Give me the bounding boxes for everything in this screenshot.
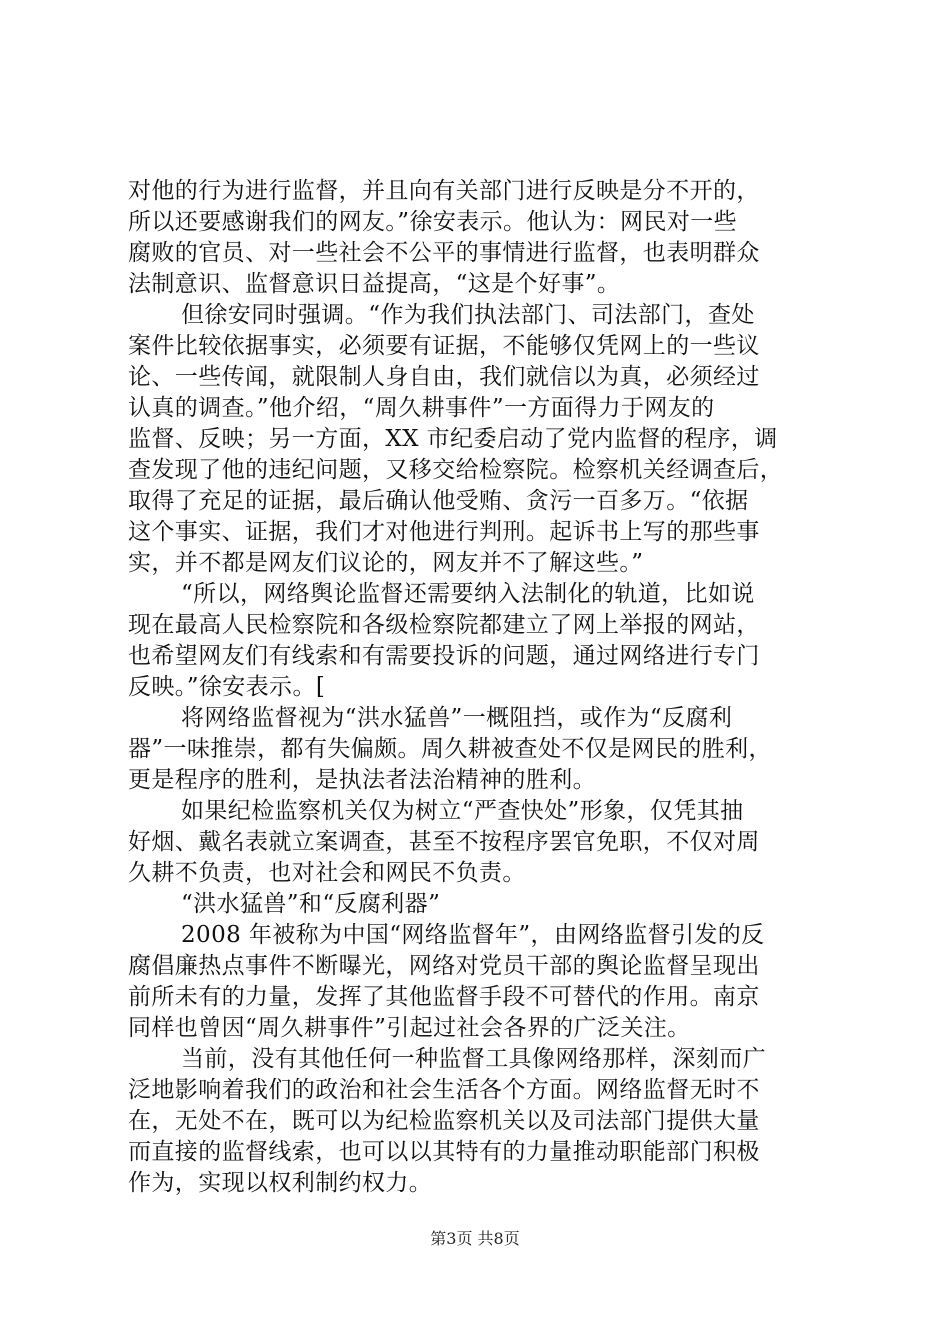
text-line: 案件比较依据事实，必须要有证据，不能够仅凭网上的一些议 (128, 333, 760, 359)
document-body (128, 176, 828, 1199)
text-line: 认真的调查。”他介绍，“周久耕事件”一方面得力于网友的 (128, 395, 715, 421)
text-line: 作为，实现以权利制约权力。 (128, 1170, 433, 1196)
text-line: 将网络监督视为“洪水猛兽”一概阻挡，或作为“反腐利 (181, 705, 733, 731)
text-line: 久耕不负责，也对社会和网民不负责。 (128, 860, 526, 886)
text-line: 腐败的官员、对一些社会不公平的事情进行监督，也表明群众 (128, 240, 760, 266)
page-footer: 第3页 共8页 (430, 1229, 520, 1248)
text-line: 论、一些传闻，就限制人身自由，我们就信以为真，必须经过 (128, 364, 760, 390)
text-line: 好烟、戴名表就立案调查，甚至不按程序罢官免职，不仅对周 (128, 829, 760, 855)
text-line: 所以还要感谢我们的网友。”徐安表示。他认为：网民对一些 (128, 209, 738, 235)
text-line: 实，并不都是网友们议论的，网友并不了解这些。” (128, 550, 644, 576)
text-line: 查发现了他的违纪问题，又移交给检察院。检察机关经调查后， (128, 457, 784, 483)
text-line: 但徐安同时强调。“作为我们执法部门、司法部门，查处 (181, 302, 755, 328)
text-line: 也希望网友们有线索和有需要投诉的问题，通过网络进行专门 (128, 643, 760, 669)
text-line: 在，无处不在，既可以为纪检监察机关以及司法部门提供大量 (128, 1108, 760, 1134)
text-line: 监督、反映；另一方面，XX 市纪委启动了党内监督的程序，调 (128, 426, 778, 452)
text-line: 现在最高人民检察院和各级检察院都建立了网上举报的网站， (128, 612, 760, 638)
text-line: “洪水猛兽”和“反腐利器” (181, 891, 441, 917)
text-line: 法制意识、监督意识日益提高，“这是个好事”。 (128, 271, 621, 297)
text-line: 更是程序的胜利，是执法者法治精神的胜利。 (128, 767, 596, 793)
text-line: 泛地影响着我们的政治和社会生活各个方面。网络监督无时不 (128, 1077, 760, 1103)
text-line: 腐倡廉热点事件不断曝光，网络对党员干部的舆论监督呈现出 (128, 953, 760, 979)
text-line: 同样也曾因“周久耕事件”引起过社会各界的广泛关注。 (128, 1015, 691, 1041)
text-line: 器”一味推崇，都有失偏颇。周久耕被查处不仅是网民的胜利， (128, 736, 772, 762)
text-line: 如果纪检监察机关仅为树立“严查快处”形象，仅凭其抽 (181, 798, 744, 824)
text-line: 当前，没有其他任何一种监督工具像网络那样，深刻而广 (181, 1046, 766, 1072)
text-line: 反映。”徐安表示。[ (128, 674, 326, 700)
text-line: 这个事实、证据，我们才对他进行判刑。起诉书上写的那些事 (128, 519, 760, 545)
text-line: 而直接的监督线索，也可以以其特有的力量推动职能部门积极 (128, 1139, 760, 1165)
text-line: 取得了充足的证据，最后确认他受贿、贪污一百多万。“依据 (128, 488, 749, 514)
text-line: 2008 年被称为中国“网络监督年”，由网络监督引发的反 (181, 922, 765, 948)
text-line: “所以，网络舆论监督还需要纳入法制化的轨道，比如说 (181, 581, 755, 607)
text-line: 前所未有的力量，发挥了其他监督手段不可替代的作用。南京 (128, 984, 760, 1010)
text-line: 对他的行为进行监督，并且向有关部门进行反映是分不开的， (128, 178, 760, 204)
